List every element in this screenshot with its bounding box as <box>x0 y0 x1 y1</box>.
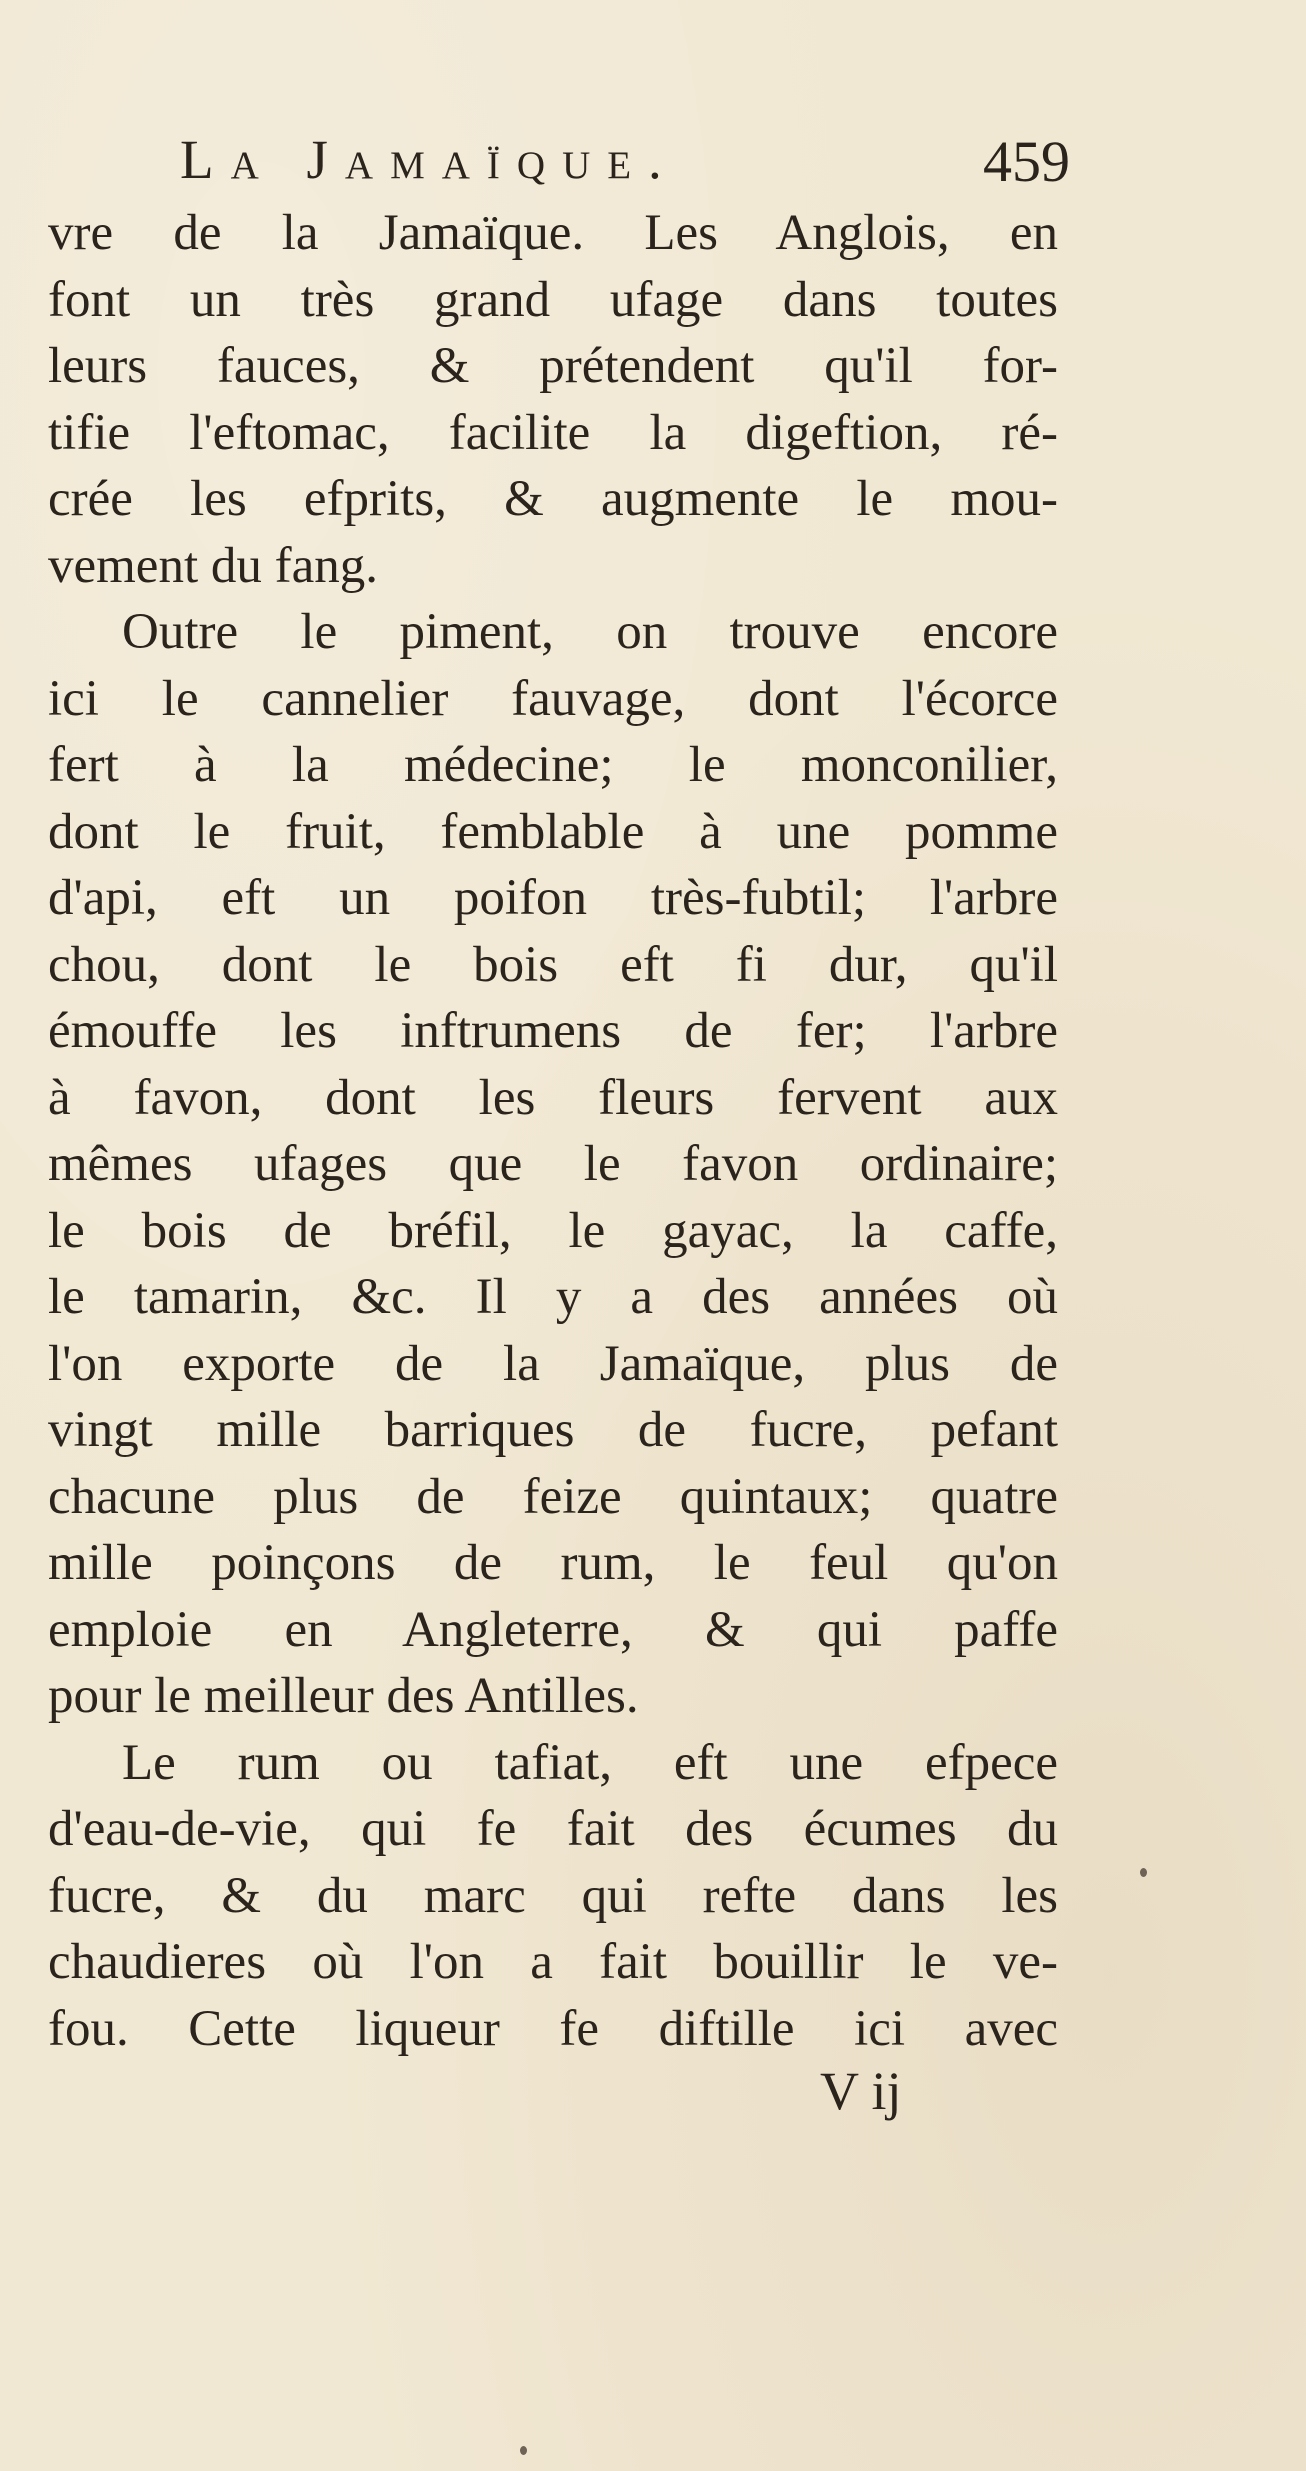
text-line: leurs fauces, & prétendent qu'il for- <box>48 338 1058 394</box>
text-line: tifie l'eftomac, facilite la digeftion, ré- <box>48 404 1058 461</box>
text-line: Outre le piment, on trouve encore <box>122 604 1058 660</box>
text-line: l'on exporte de la Jamaïque, plus de <box>48 1335 1058 1392</box>
page-number: 459 <box>983 129 1070 194</box>
text-line: émouffe les inftrumens de fer; l'arbre <box>48 1003 1058 1059</box>
body-text <box>48 200 1058 2062</box>
signature-mark: V ij <box>820 2061 902 2121</box>
text-line: mêmes ufages que le favon ordinaire; <box>48 1136 1058 1192</box>
text-line: ici le cannelier fauvage, dont l'écorce <box>48 670 1058 727</box>
text-line: Le rum ou tafiat, eft une efpece <box>122 1734 1058 1791</box>
text-line: chacune plus de feize quintaux; quatre <box>48 1468 1058 1525</box>
text-line: emploie en Angleterre, & qui paffe <box>48 1601 1058 1658</box>
text-line: vre de la Jamaïque. Les Anglois, en <box>48 205 1058 261</box>
text-line: vingt mille barriques de fucre, pefant <box>48 1402 1058 1458</box>
text-line: fou. Cette liqueur fe diftille ici avec <box>48 2000 1058 2057</box>
text-line: crée les efprits, & augmente le mou- <box>48 471 1058 527</box>
text-line: chou, dont le bois eft fi dur, qu'il <box>48 936 1058 993</box>
text-line: mille poinçons de rum, le feul qu'on <box>48 1535 1058 1591</box>
running-title: La Jamaïque. <box>180 129 679 190</box>
text-line: le bois de bréfil, le gayac, la caffe, <box>48 1202 1058 1259</box>
text-line: fucre, & du marc qui refte dans les <box>48 1867 1058 1924</box>
text-line: d'api, eft un poifon très-fubtil; l'arbre <box>48 870 1058 926</box>
text-line: chaudieres où l'on a fait bouillir le ve- <box>48 1934 1058 1990</box>
text-line: fert à la médecine; le monconilier, <box>48 737 1058 793</box>
text-line: à favon, dont les fleurs fervent aux <box>48 1069 1058 1126</box>
text-line: dont le fruit, femblable à une pomme <box>48 803 1058 860</box>
page-header <box>180 128 1070 208</box>
text-line: le tamarin, &c. Il y a des années où <box>48 1269 1058 1325</box>
text-line: font un très grand ufage dans toutes <box>48 271 1058 328</box>
text-line: pour le meilleur des Antilles. <box>48 1668 639 1724</box>
paper-speck <box>520 2446 527 2455</box>
paper-speck <box>1140 1868 1147 1877</box>
text-line: d'eau-de-vie, qui fe fait des écumes du <box>48 1801 1058 1857</box>
text-line: vement du fang. <box>48 537 378 594</box>
